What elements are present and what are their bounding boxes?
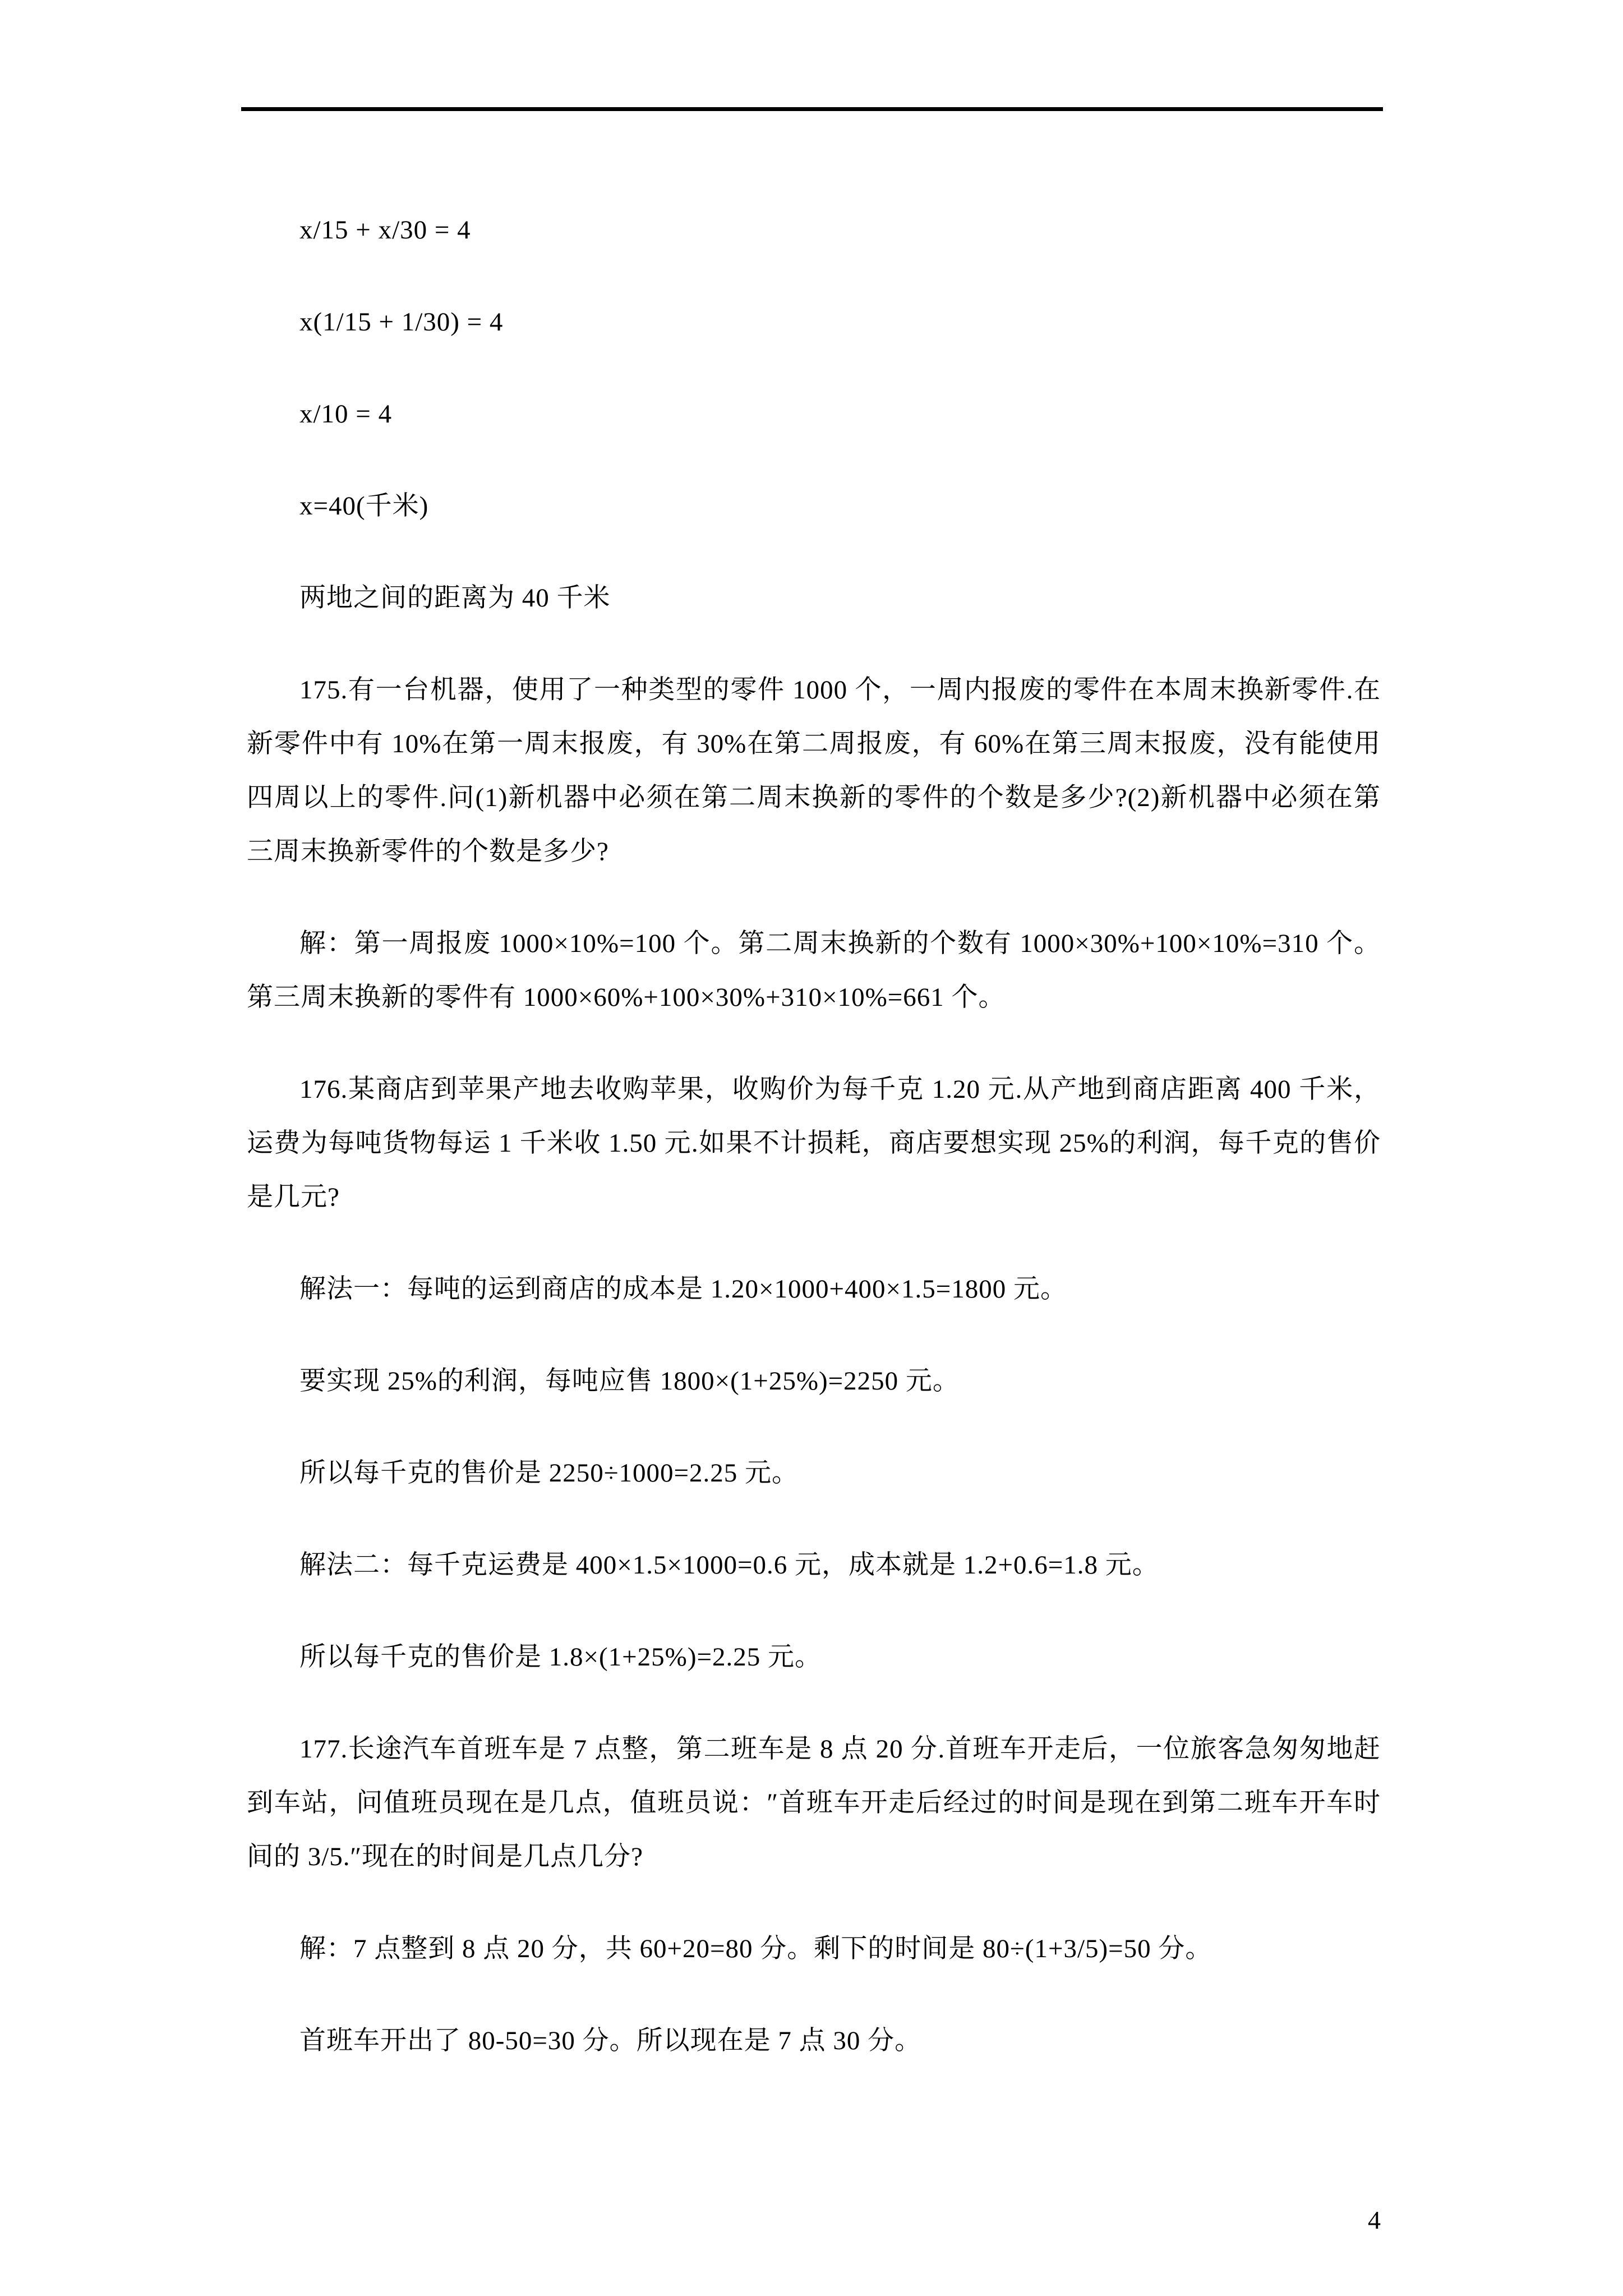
equation-line-2: x(1/15 + 1/30) = 4: [299, 307, 504, 337]
solution-176-method1-step2: 要实现 25%的利润，每吨应售 1800×(1+25%)=2250 元。: [299, 1366, 960, 1396]
solution-176-method2-step1: 解法二：每千克运费是 400×1.5×1000=0.6 元，成本就是 1.2+0.6=1.8 元。: [299, 1550, 1159, 1580]
page-number: 4: [1368, 2206, 1381, 2234]
page-footer: [247, 2203, 1381, 2237]
solution-177-step2: 首班车开出了 80-50=30 分。所以现在是 7 点 30 分。: [299, 2026, 922, 2055]
problem-175: 175.有一台机器，使用了一种类型的零件 1000 个，一周内报废的零件在本周末换新零件.在新零件中有 10%在第一周末报废，有 30%在第二周报废，有 60%在第三周末报废，没有能使用四周以上的零件.问(1)新机器中必须在第二周末换新的零件的个数是多少?(2)新机器中必须在第三周末换新零件的个数是多少?: [247, 675, 1381, 866]
solution-175: 解：第一周报废 1000×10%=100 个。第二周末换新的个数有 1000×30%+100×10%=310 个。第三周末换新的零件有 1000×60%+100×30%+310×10%=661 个。: [247, 929, 1381, 1012]
problem-176: 176.某商店到苹果产地去收购苹果，收购价为每千克 1.20 元.从产地到商店距离 400 千米，运费为每吨货物每运 1 千米收 1.50 元.如果不计损耗，商店要想实现 25%的利润，每千克的售价是几元?: [247, 1075, 1381, 1212]
equation-line-3: x/10 = 4: [299, 399, 393, 429]
solution-177-step1: 解：7 点整到 8 点 20 分，共 60+20=80 分。剩下的时间是 80÷(1+3/5)=50 分。: [299, 1934, 1212, 1963]
problem-177: 177.长途汽车首班车是 7 点整，第二班车是 8 点 20 分.首班车开走后，一位旅客急匆匆地赶到车站，问值班员现在是几点，值班员说：″首班车开走后经过的时间是现在到第二班车开车时间的 3/5.″现在的时间是几点几分?: [247, 1734, 1381, 1871]
solution-176-method2-step2: 所以每千克的售价是 1.8×(1+25%)=2.25 元。: [299, 1642, 822, 1672]
conclusion-line: 两地之间的距离为 40 千米: [299, 583, 611, 613]
equation-result-line: x=40(千米): [299, 491, 429, 521]
header-rule-divider: [241, 107, 1383, 111]
equation-line-1: x/15 + x/30 = 4: [299, 215, 471, 245]
document-body: [247, 203, 1381, 2106]
solution-176-method1-step1: 解法一：每吨的运到商店的成本是 1.20×1000+400×1.5=1800 元。: [299, 1274, 1068, 1304]
solution-176-method1-step3: 所以每千克的售价是 2250÷1000=2.25 元。: [299, 1458, 799, 1488]
